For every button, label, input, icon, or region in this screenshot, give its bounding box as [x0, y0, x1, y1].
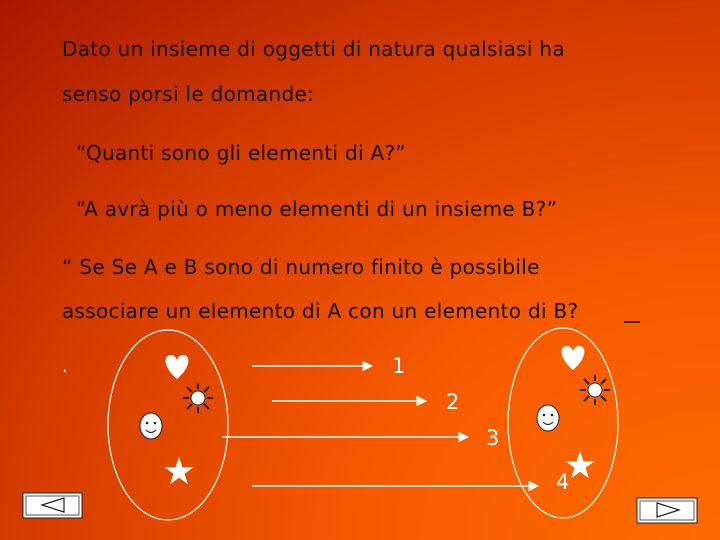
smiley-icon — [537, 405, 559, 431]
mapping-number-2: 2 — [446, 390, 460, 414]
question-1: “Quanti sono gli elementi di A?” — [76, 141, 407, 165]
slide-text-line-5: “ Se Se A e B sono di numero finito è possibile — [62, 255, 540, 279]
sun-icon — [183, 383, 213, 413]
previous-slide-button[interactable] — [23, 493, 82, 518]
mapping-number-4: 4 — [556, 470, 570, 494]
star-icon — [566, 451, 595, 478]
heart-icon — [562, 346, 585, 370]
smiley-icon — [140, 413, 162, 439]
slide-text-line-1: Dato un insieme di oggetti di natura qualsiasi ha — [62, 37, 565, 61]
heart-icon — [166, 355, 189, 379]
star-icon — [165, 457, 194, 484]
slide-text-line-6: associare un elemento di A con un elemento di B? — [62, 299, 579, 323]
bullet-dot: . — [62, 356, 68, 377]
slide-text-line-2: senso porsi le domande: — [62, 82, 315, 106]
sun-icon — [580, 375, 610, 405]
next-slide-button[interactable] — [637, 498, 697, 523]
mapping-number-1: 1 — [392, 354, 406, 378]
mapping-number-3: 3 — [486, 426, 500, 450]
question-2: “A avrà più o meno elementi di un insieme B?” — [76, 197, 558, 221]
